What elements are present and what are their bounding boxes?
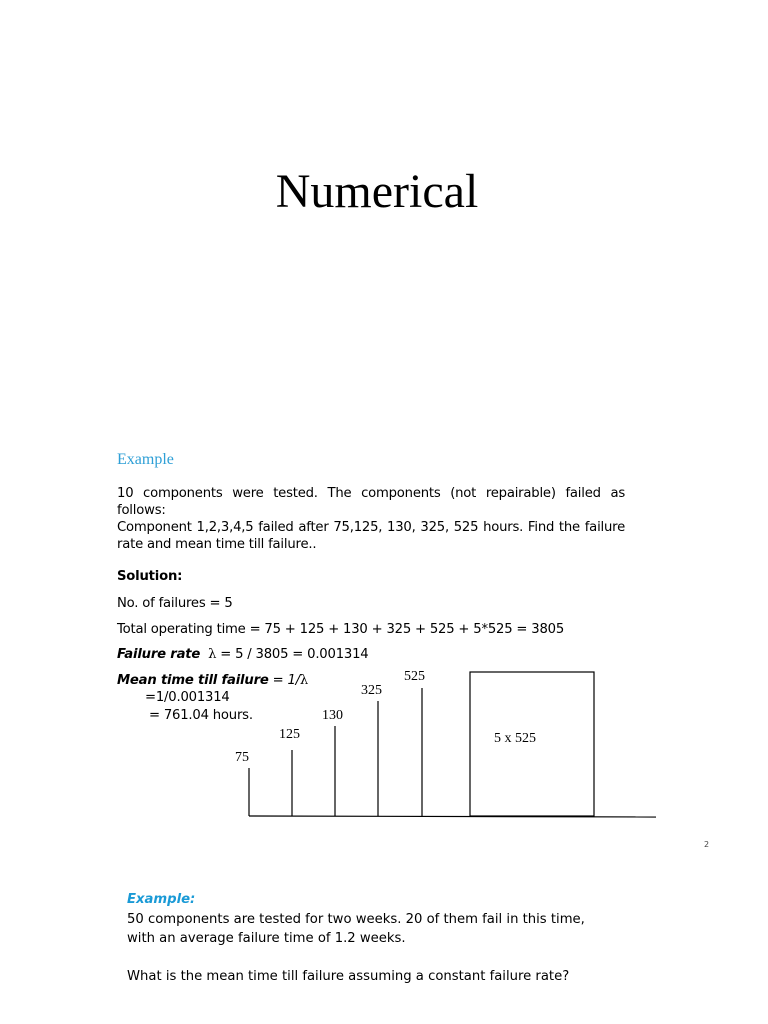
problem-paragraph-1: 10 components were tested. The components (not repairable) failed as follows: bbox=[117, 486, 625, 518]
failure-rate-value: = 5 / 3805 = 0.001314 bbox=[216, 647, 369, 662]
mttf-label: Mean time till failure bbox=[117, 673, 269, 688]
example-heading: Example bbox=[117, 451, 174, 468]
example-2-line-2: with an average failure time of 1.2 weeks. bbox=[127, 931, 406, 946]
lambda-symbol: λ bbox=[208, 647, 217, 662]
problem-paragraph-2: Component 1,2,3,4,5 failed after 75,125, 130, 325, 525 hours. Find the failure rate and mean time till failure.. bbox=[117, 520, 625, 552]
mttf-step-2: =1/0.001314 bbox=[145, 690, 230, 705]
mttf-step-3: = 761.04 hours. bbox=[149, 708, 253, 723]
failure-bar-label-75: 75 bbox=[235, 750, 249, 765]
diagram-baseline bbox=[249, 816, 656, 817]
failure-bar-label-525: 525 bbox=[404, 669, 425, 684]
failure-bar-label-130: 130 bbox=[322, 708, 343, 723]
example-2-heading: Example: bbox=[127, 892, 196, 907]
failure-rate-label: Failure rate bbox=[117, 647, 201, 662]
operating-time-line: Total operating time = 75 + 125 + 130 + 325 + 525 + 5*525 = 3805 bbox=[117, 622, 565, 637]
mttf-formula: = 1/ bbox=[268, 673, 300, 688]
failure-bar-labels bbox=[235, 669, 425, 765]
solution-label: Solution: bbox=[117, 569, 183, 584]
failure-bar-label-125: 125 bbox=[279, 727, 300, 742]
mttf-lambda-symbol: λ bbox=[299, 673, 309, 688]
example-2-question: What is the mean time till failure assuming a constant failure rate? bbox=[127, 969, 570, 984]
slide-number: 2 bbox=[704, 840, 710, 849]
page-title: Numerical bbox=[275, 165, 479, 218]
failures-count-line: No. of failures = 5 bbox=[117, 596, 233, 611]
failure-bar-label-325: 325 bbox=[361, 683, 382, 698]
example-2-line-1: 50 components are tested for two weeks. 20 of them fail in this time, bbox=[127, 912, 585, 927]
surviving-components-label: 5 x 525 bbox=[494, 731, 536, 746]
